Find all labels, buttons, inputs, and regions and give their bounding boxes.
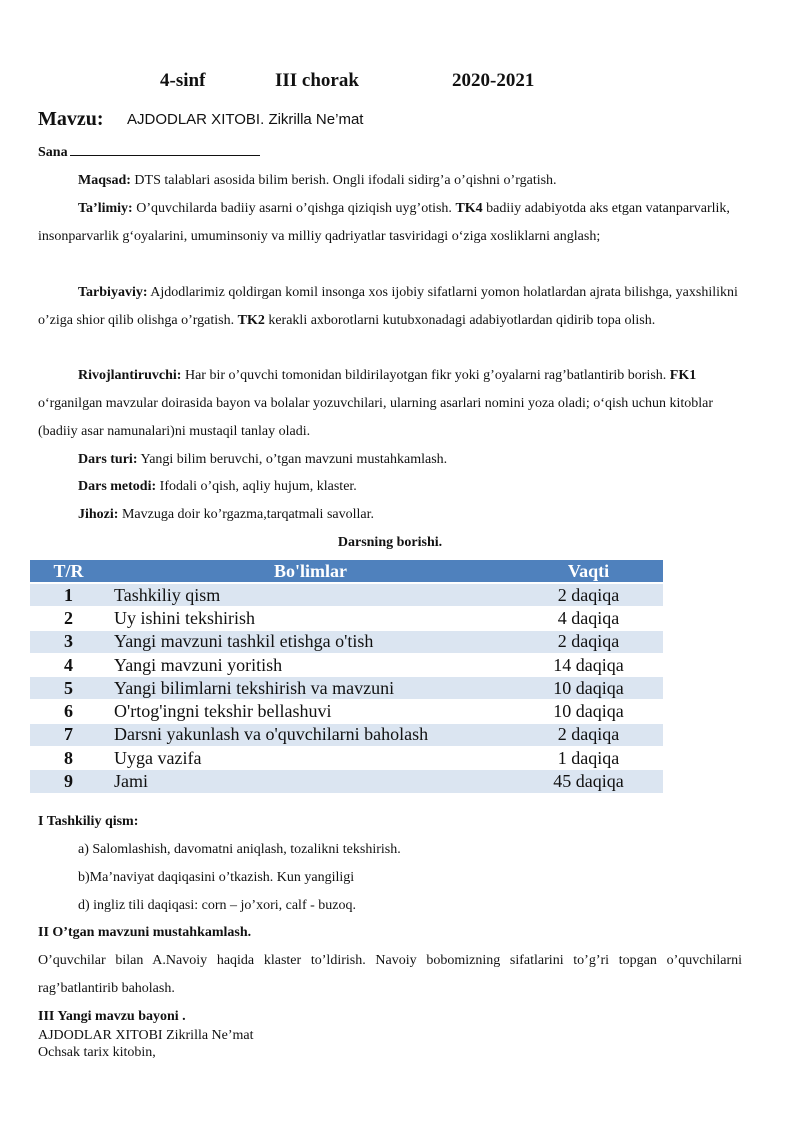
topic-author: Zikrilla Ne’mat [268,111,364,128]
maqsad-label: Maqsad: [78,173,131,188]
tarbiyaviy-code: TK2 [237,313,265,328]
dars-metodi-label: Dars metodi: [78,479,157,494]
row-number: 4 [30,653,107,676]
row-section: Yangi bilimlarni tekshirish va mavzuni [107,677,514,700]
dars-turi-text: Yangi bilim beruvchi, o’tgan mavzuni mustahkamlash. [140,452,448,467]
rivojlantiruvchi-text2: o‘rganilgan mavzular doirasida bayon va bolalar yozuvchilari, ularning asarlari nomini yoza oladi; o‘qish uchun kitoblar (badiiy asar namunalari)ni mustaqil tanlay oladi. [38,396,714,439]
row-time: 2 daqiqa [514,583,663,607]
quarter-label: III chorak [275,70,359,91]
dars-metodi-text: Ifodali o’qish, aqliy hujum, klaster. [159,479,357,494]
row-section: Yangi mavzuni tashkil etishga o'tish [107,630,514,653]
row-time: 10 daqiqa [514,677,663,700]
table-row [30,607,663,630]
date-field [38,145,260,161]
table-row [30,700,663,723]
date-label: Sana [38,145,68,160]
objective-maqsad [38,167,744,195]
row-section: Yangi mavzuni yoritish [107,653,514,676]
jihozi-label: Jihozi: [78,507,119,522]
row-number: 2 [30,607,107,630]
grade-label: 4-sinf [160,70,206,91]
objective-tarbiyaviy [38,279,744,335]
lesson-plan-table [30,560,663,794]
talimiy-text1: O’quvchilarda badiiy asarni o’qishga qiziqish uyg’otish. [136,201,452,216]
row-number: 9 [30,770,107,793]
header-bolimlar: Bo'limlar [107,560,514,583]
row-section: Uyga vazifa [107,747,514,770]
row-section: O'rtog'ingni tekshir bellashuvi [107,700,514,723]
row-section: Uy ishini tekshirish [107,607,514,630]
talimiy-label: Ta’limiy: [78,201,133,216]
lesson-equipment [38,501,744,529]
jihozi-text: Mavzuga doir ko’rgazma,tarqatmali savollar. [121,507,374,522]
row-section: Jami [107,770,514,793]
talimiy-text2: badiiy adabiyotda aks etgan vatanparvarlik, insonparvarlik g‘oyalarini, umuminsoniy va milliy qadriyatlar tasviridagi o‘ziga xosliklarni anglash; [38,201,730,244]
table-row [30,677,663,700]
rivojlantiruvchi-code: FK1 [669,368,697,383]
talimiy-code: TK4 [455,201,483,216]
row-time: 1 daqiqa [514,747,663,770]
tarbiyaviy-label: Tarbiyaviy: [78,285,148,300]
table-header-row [30,560,663,583]
row-number: 1 [30,583,107,607]
row-number: 7 [30,723,107,746]
section1-item-a: a) Salomlashish, davomatni aniqlash, tozalikni tekshirish. [78,842,401,857]
table-row [30,653,663,676]
table-row [30,583,663,607]
table-row [30,723,663,746]
row-time: 4 daqiqa [514,607,663,630]
header-vaqti: Vaqti [514,560,663,583]
row-number: 6 [30,700,107,723]
dars-turi-label: Dars turi: [78,452,138,467]
table-row [30,630,663,653]
lesson-method [38,473,744,501]
rivojlantiruvchi-label: Rivojlantiruvchi: [78,368,182,383]
objective-talimiy [38,195,744,251]
header-tr: T/R [30,560,107,583]
tarbiyaviy-text1: Ajdodlarimiz qoldirgan komil insonga xos ijobiy sifatlarni yomon holatlardan ajrata bilishga, yaxshilikni o’ziga shior qilib olishga o’rgatish. [38,285,738,328]
row-time: 10 daqiqa [514,700,663,723]
section1-item-d: d) ingliz tili daqiqasi: corn – jo’xori, calf - buzoq. [78,898,356,913]
date-blank-line [70,155,260,156]
topic-label: Mavzu: [38,108,104,130]
topic-title [127,111,363,128]
section2-text: O’quvchilar bilan A.Navoiy haqida klaster to’ldirish. Navoiy bobomizning sifatlarini to’g’ri topgan o’quvchilarni rag’batlantirib baholash. [38,953,742,996]
topic-title-text: AJDODLAR XITOBI. [127,111,265,128]
section2-title: II O’tgan mavzuni mustahkamlash. [38,925,252,940]
row-number: 5 [30,677,107,700]
section1-item-b: b)Ma’naviyat daqiqasini o’tkazish. Kun yangiligi [78,870,355,885]
row-time: 45 daqiqa [514,770,663,793]
row-section: Darsni yakunlash va o'quvchilarni baholash [107,723,514,746]
plan-title: Darsning borishi. [337,535,443,550]
rivojlantiruvchi-text1: Har bir o’quvchi tomonidan bildirilayotgan fikr yoki g’oyalarni rag’batlantirib borish. [184,368,667,383]
row-time: 2 daqiqa [514,723,663,746]
objective-rivojlantiruvchi [38,362,748,446]
section1-title: I Tashkiliy qism: [38,814,139,829]
row-time: 2 daqiqa [514,630,663,653]
row-time: 14 daqiqa [514,653,663,676]
section3-line2: Ochsak tarix kitobin, [38,1045,156,1060]
lesson-type [38,446,744,474]
row-number: 3 [30,630,107,653]
row-number: 8 [30,747,107,770]
year-label: 2020-2021 [452,70,535,91]
section3-line1: AJDODLAR XITOBI Zikrilla Ne’mat [38,1028,254,1043]
row-section: Tashkiliy qism [107,583,514,607]
tarbiyaviy-text2: kerakli axborotlarni kutubxonadagi adabiyotlardan qidirib topa olish. [268,313,656,328]
maqsad-text: DTS talablari asosida bilim berish. Ongli ifodali sidirg’a o’qishni o’rgatish. [134,173,557,188]
section3-title: III Yangi mavzu bayoni . [38,1009,186,1024]
table-row [30,770,663,793]
table-row [30,747,663,770]
